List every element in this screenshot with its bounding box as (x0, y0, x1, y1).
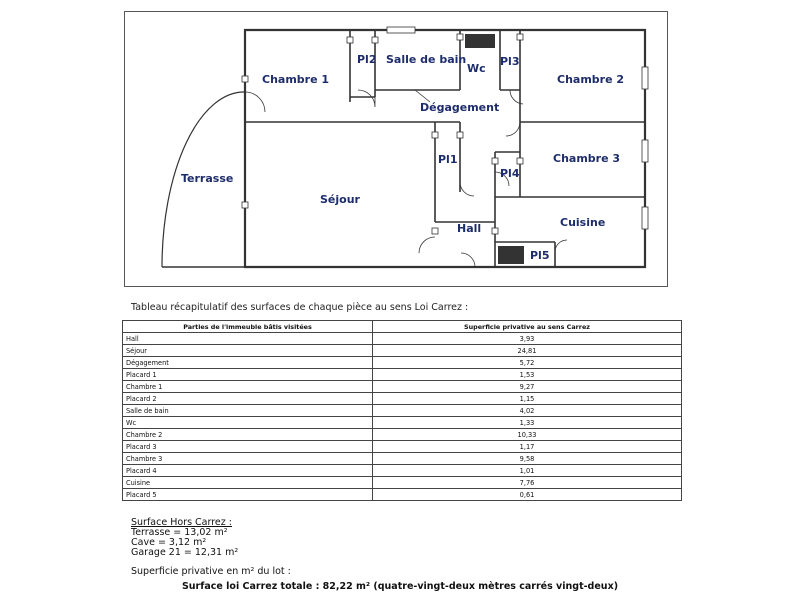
table-row (123, 417, 682, 429)
hors-carrez-line: Cave = 3,12 m² (131, 537, 207, 548)
row-value: 9,58 (373, 453, 682, 465)
room-label-pl4: Pl4 (500, 167, 520, 180)
column-header-parts: Parties de l'immeuble bâtis visitées (123, 321, 373, 333)
row-value: 1,53 (373, 369, 682, 381)
table-row (123, 369, 682, 381)
row-name: Séjour (123, 345, 373, 357)
row-name: Placard 3 (123, 441, 373, 453)
row-value: 24,81 (373, 345, 682, 357)
row-value: 10,33 (373, 429, 682, 441)
table-row (123, 477, 682, 489)
table-row (123, 465, 682, 477)
privative-label: Superficie privative en m² du lot : (131, 566, 291, 577)
row-value: 1,15 (373, 393, 682, 405)
table-row (123, 453, 682, 465)
hors-carrez-block (131, 518, 238, 558)
table-row (123, 489, 682, 501)
row-name: Placard 4 (123, 465, 373, 477)
room-label-pl3: Pl3 (500, 55, 520, 68)
row-name: Salle de bain (123, 405, 373, 417)
row-name: Chambre 1 (123, 381, 373, 393)
column-header-surface: Superficie privative au sens Carrez (373, 321, 682, 333)
row-value: 1,01 (373, 465, 682, 477)
table-row (123, 333, 682, 345)
table-row (123, 393, 682, 405)
row-name: Chambre 3 (123, 453, 373, 465)
room-label-chambre2: Chambre 2 (557, 73, 625, 86)
table-intro: Tableau récapitulatif des surfaces de chaque pièce au sens Loi Carrez : (131, 302, 469, 313)
total-surface: Surface loi Carrez totale : 82,22 m² (quatre-vingt-deux mètres carrés vingt-deux) (181, 581, 619, 592)
hors-carrez-title: Surface Hors Carrez : (131, 517, 232, 528)
row-value: 5,72 (373, 357, 682, 369)
room-label-chambre1: Chambre 1 (262, 73, 330, 86)
table-row (123, 441, 682, 453)
floor-plan (124, 11, 668, 287)
row-value: 4,02 (373, 405, 682, 417)
row-value: 3,93 (373, 333, 682, 345)
room-label-pl5: Pl5 (530, 249, 550, 262)
room-label-terrasse: Terrasse (181, 172, 234, 185)
room-label-hall: Hall (457, 222, 482, 235)
row-name: Placard 5 (123, 489, 373, 501)
room-label-degagement: Dégagement (420, 101, 500, 114)
row-value: 0,61 (373, 489, 682, 501)
row-value: 1,33 (373, 417, 682, 429)
room-label-sejour: Séjour (320, 193, 360, 206)
row-name: Chambre 2 (123, 429, 373, 441)
row-name: Cuisine (123, 477, 373, 489)
table-row (123, 405, 682, 417)
table-header-row (123, 321, 682, 333)
table-body (123, 333, 682, 501)
table-row (123, 381, 682, 393)
row-value: 9,27 (373, 381, 682, 393)
room-label-pl1: Pl1 (438, 153, 458, 166)
room-label-wc: Wc (467, 62, 486, 75)
room-label-chambre3: Chambre 3 (553, 152, 621, 165)
table-row (123, 345, 682, 357)
table-row (123, 357, 682, 369)
room-label-pl2: Pl2 (357, 53, 377, 66)
row-name: Dégagement (123, 357, 373, 369)
hors-carrez-line: Garage 21 = 12,31 m² (131, 547, 239, 558)
row-name: Wc (123, 417, 373, 429)
room-label-cuisine: Cuisine (560, 216, 606, 229)
row-name: Placard 1 (123, 369, 373, 381)
room-label-salle-de-bain: Salle de bain (386, 53, 467, 66)
row-value: 1,17 (373, 441, 682, 453)
surface-table (122, 320, 682, 501)
hors-carrez-line: Terrasse = 13,02 m² (131, 527, 228, 538)
row-name: Hall (123, 333, 373, 345)
table-row (123, 429, 682, 441)
row-name: Placard 2 (123, 393, 373, 405)
row-value: 7,76 (373, 477, 682, 489)
